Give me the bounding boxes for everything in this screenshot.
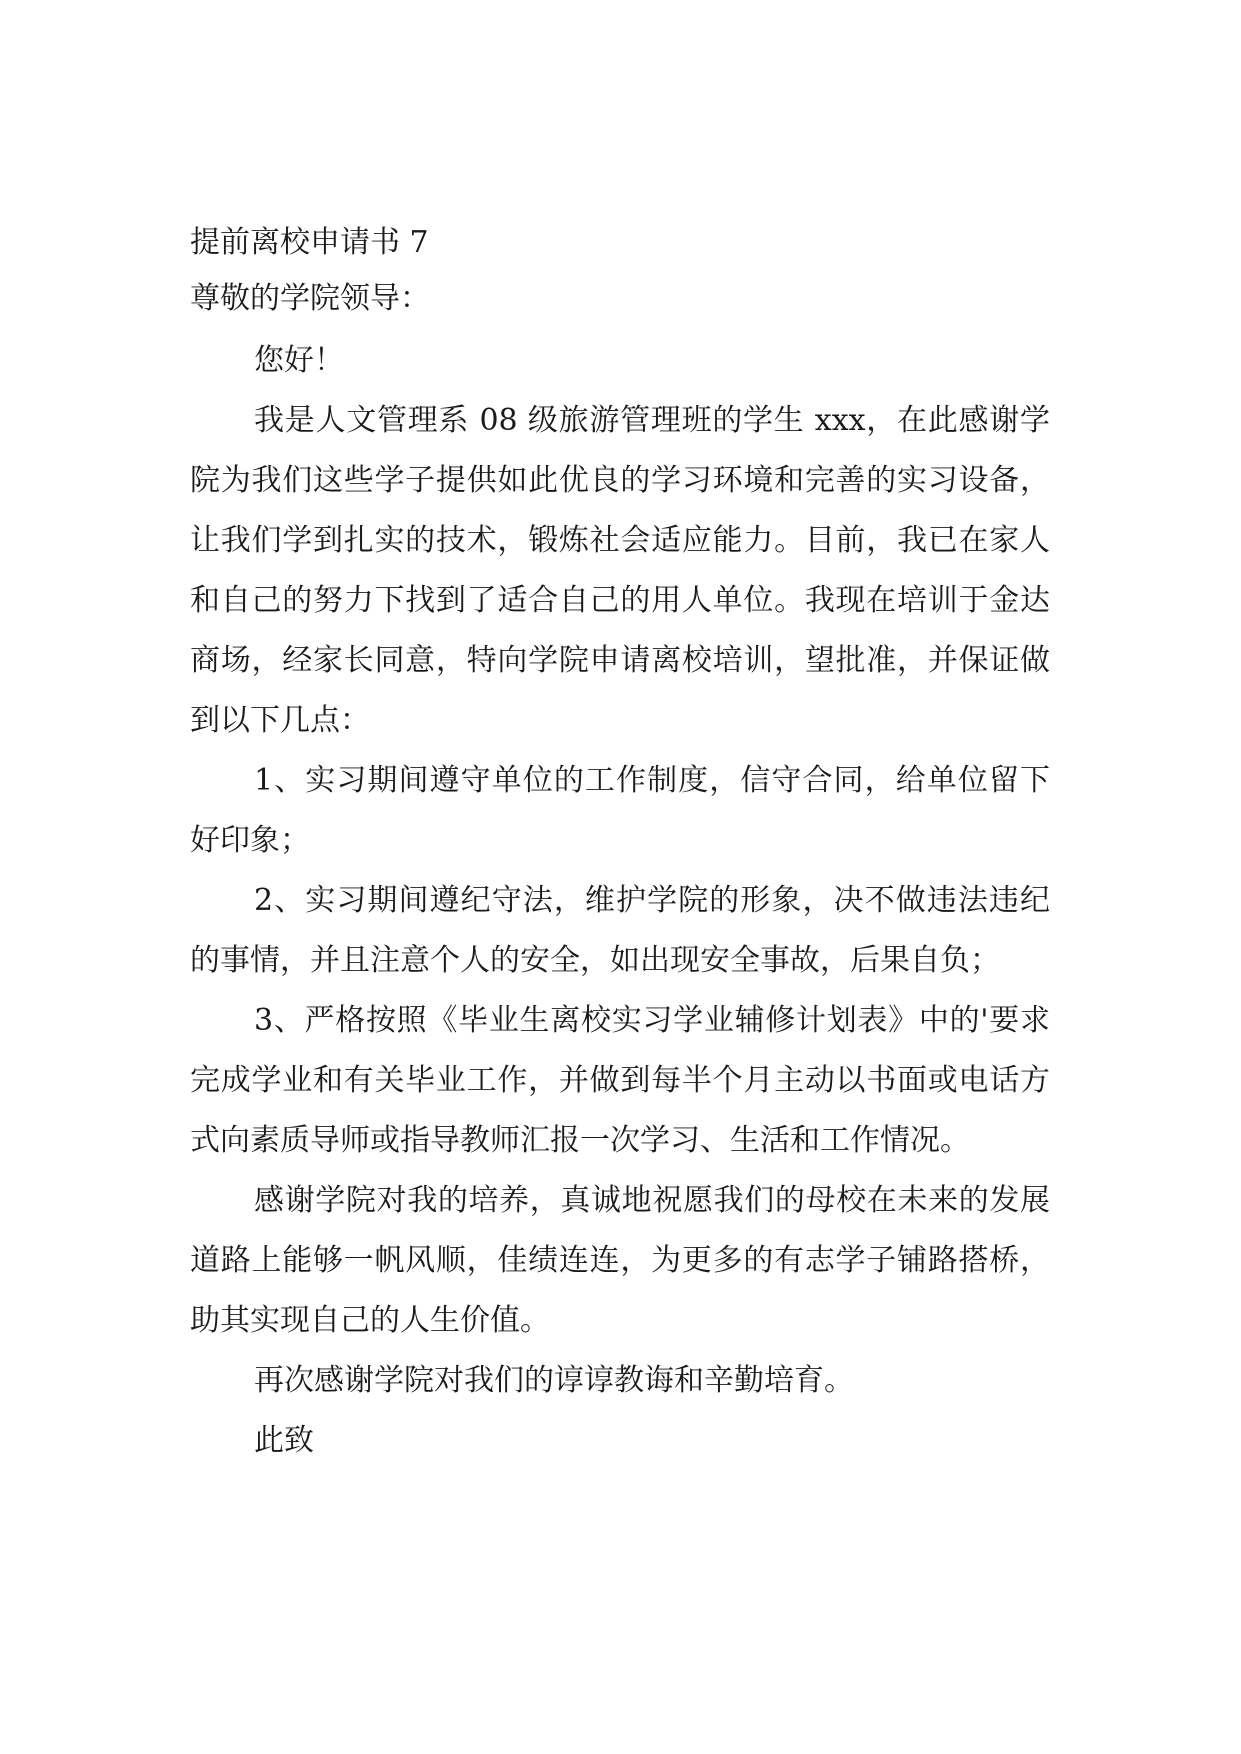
body-paragraph-point-3: 3、严格按照《毕业生离校实习学业辅修计划表》中的'要求完成学业和有关毕业工作，并做到每半个月主动以书面或电话方式向素质导师或指导教师汇报一次学习、生活和工作情况。 xyxy=(190,1003,1050,1158)
closing: 此致 xyxy=(254,1423,314,1458)
body-paragraph-intro: 我是人文管理系 08 级旅游管理班的学生 xxx，在此感谢学院为我们这些学子提供如此优良的学习环境和完善的实习设备，让我们学到扎实的技术，锻炼社会适应能力。目前，我已在家人和自己的努力下找到了适合自己的用人单位。我现在培训于金达商场，经家长同意，特向学院申请离校培训，望批准，并保证做到以下几点： xyxy=(190,403,1050,738)
body-paragraph-point-2: 2、实习期间遵纪守法，维护学院的形象，决不做违法违纪的事情，并且注意个人的安全，如出现安全事故，后果自负； xyxy=(190,883,1050,978)
body-paragraph-point-1: 1、实习期间遵守单位的工作制度，信守合同，给单位留下好印象； xyxy=(190,763,1050,858)
greeting: 您好！ xyxy=(254,343,344,378)
document-title: 提前离校申请书 7 xyxy=(190,225,429,260)
document-page xyxy=(190,215,1050,1471)
salutation: 尊敬的学院领导： xyxy=(190,281,430,316)
body-paragraph-gratitude: 再次感谢学院对我们的谆谆教诲和辛勤培育。 xyxy=(254,1363,854,1398)
body-paragraph-thanks: 感谢学院对我的培养，真诚地祝愿我们的母校在未来的发展道路上能够一帆风顺，佳绩连连，为更多的有志学子铺路搭桥，助其实现自己的人生价值。 xyxy=(190,1183,1050,1338)
